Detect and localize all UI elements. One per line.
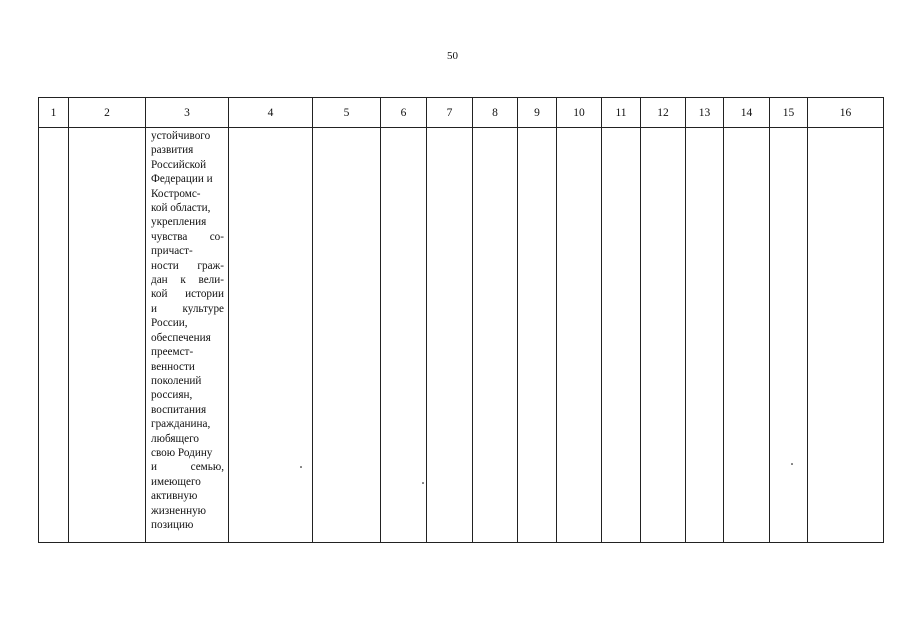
column-header-3: 3 — [146, 98, 229, 128]
column-header-4: 4 — [229, 98, 313, 128]
column-3-line: ности граж- — [151, 259, 224, 272]
cell-col-3 — [146, 128, 229, 543]
column-3-line: венности — [151, 360, 195, 373]
header-row — [39, 98, 884, 128]
scan-speck — [791, 463, 793, 465]
column-3-line: гражданина, — [151, 418, 211, 431]
column-header-6: 6 — [381, 98, 427, 128]
cell-col-14 — [724, 128, 770, 543]
cell-col-15 — [770, 128, 808, 543]
column-header-16: 16 — [808, 98, 884, 128]
column-3-line: активную — [151, 490, 198, 503]
cell-col-6 — [381, 128, 427, 543]
cell-col-12 — [641, 128, 686, 543]
scan-speck — [300, 466, 302, 468]
cell-col-7 — [427, 128, 473, 543]
table-row — [39, 128, 884, 543]
column-3-line: укрепления — [151, 216, 207, 229]
column-header-1: 1 — [39, 98, 69, 128]
column-3-line: свою Родину — [151, 446, 213, 459]
cell-col-13 — [686, 128, 724, 543]
cell-col-9 — [518, 128, 557, 543]
column-3-line: развития — [151, 144, 194, 157]
column-3-line: Костромс- — [151, 187, 201, 200]
column-header-8: 8 — [473, 98, 518, 128]
column-3-line: и культуре — [151, 302, 224, 315]
column-3-line: и семью, — [151, 461, 224, 474]
cell-col-4 — [229, 128, 313, 543]
column-3-line: Российской — [151, 158, 207, 171]
cell-col-8 — [473, 128, 518, 543]
column-header-12: 12 — [641, 98, 686, 128]
scan-speck — [422, 482, 424, 484]
column-3-line: обеспечения — [151, 331, 211, 344]
column-header-10: 10 — [557, 98, 602, 128]
column-header-2: 2 — [69, 98, 146, 128]
column-3-line: имеющего — [151, 475, 201, 488]
column-3-line: дан к вели- — [151, 274, 224, 287]
column-3-line: Федерации и — [151, 173, 213, 186]
column-3-line: жизненную — [151, 504, 207, 517]
page-number: 50 — [447, 50, 458, 62]
column-3-line: позицию — [151, 518, 194, 531]
column-3-line: причаст- — [151, 245, 193, 258]
column-header-9: 9 — [518, 98, 557, 128]
column-header-7: 7 — [427, 98, 473, 128]
cell-col-5 — [313, 128, 381, 543]
column-3-line: чувства со- — [151, 230, 224, 243]
column-3-line: России, — [151, 317, 188, 330]
column-header-14: 14 — [724, 98, 770, 128]
data-table — [38, 97, 884, 543]
column-header-13: 13 — [686, 98, 724, 128]
column-header-11: 11 — [602, 98, 641, 128]
column-3-text — [146, 129, 228, 532]
column-3-line: кой истории — [151, 288, 224, 301]
cell-col-16 — [808, 128, 884, 543]
column-3-line: любящего — [151, 432, 199, 445]
column-header-15: 15 — [770, 98, 808, 128]
column-3-line: россиян, — [151, 389, 193, 402]
cell-col-2 — [69, 128, 146, 543]
cell-col-1 — [39, 128, 69, 543]
column-3-line: устойчивого — [151, 130, 211, 142]
column-3-line: преемст- — [151, 346, 194, 359]
column-3-line: кой области, — [151, 202, 211, 215]
column-3-line: воспитания — [151, 403, 207, 416]
cell-col-10 — [557, 128, 602, 543]
cell-col-11 — [602, 128, 641, 543]
column-header-5: 5 — [313, 98, 381, 128]
column-3-line: поколений — [151, 374, 202, 387]
